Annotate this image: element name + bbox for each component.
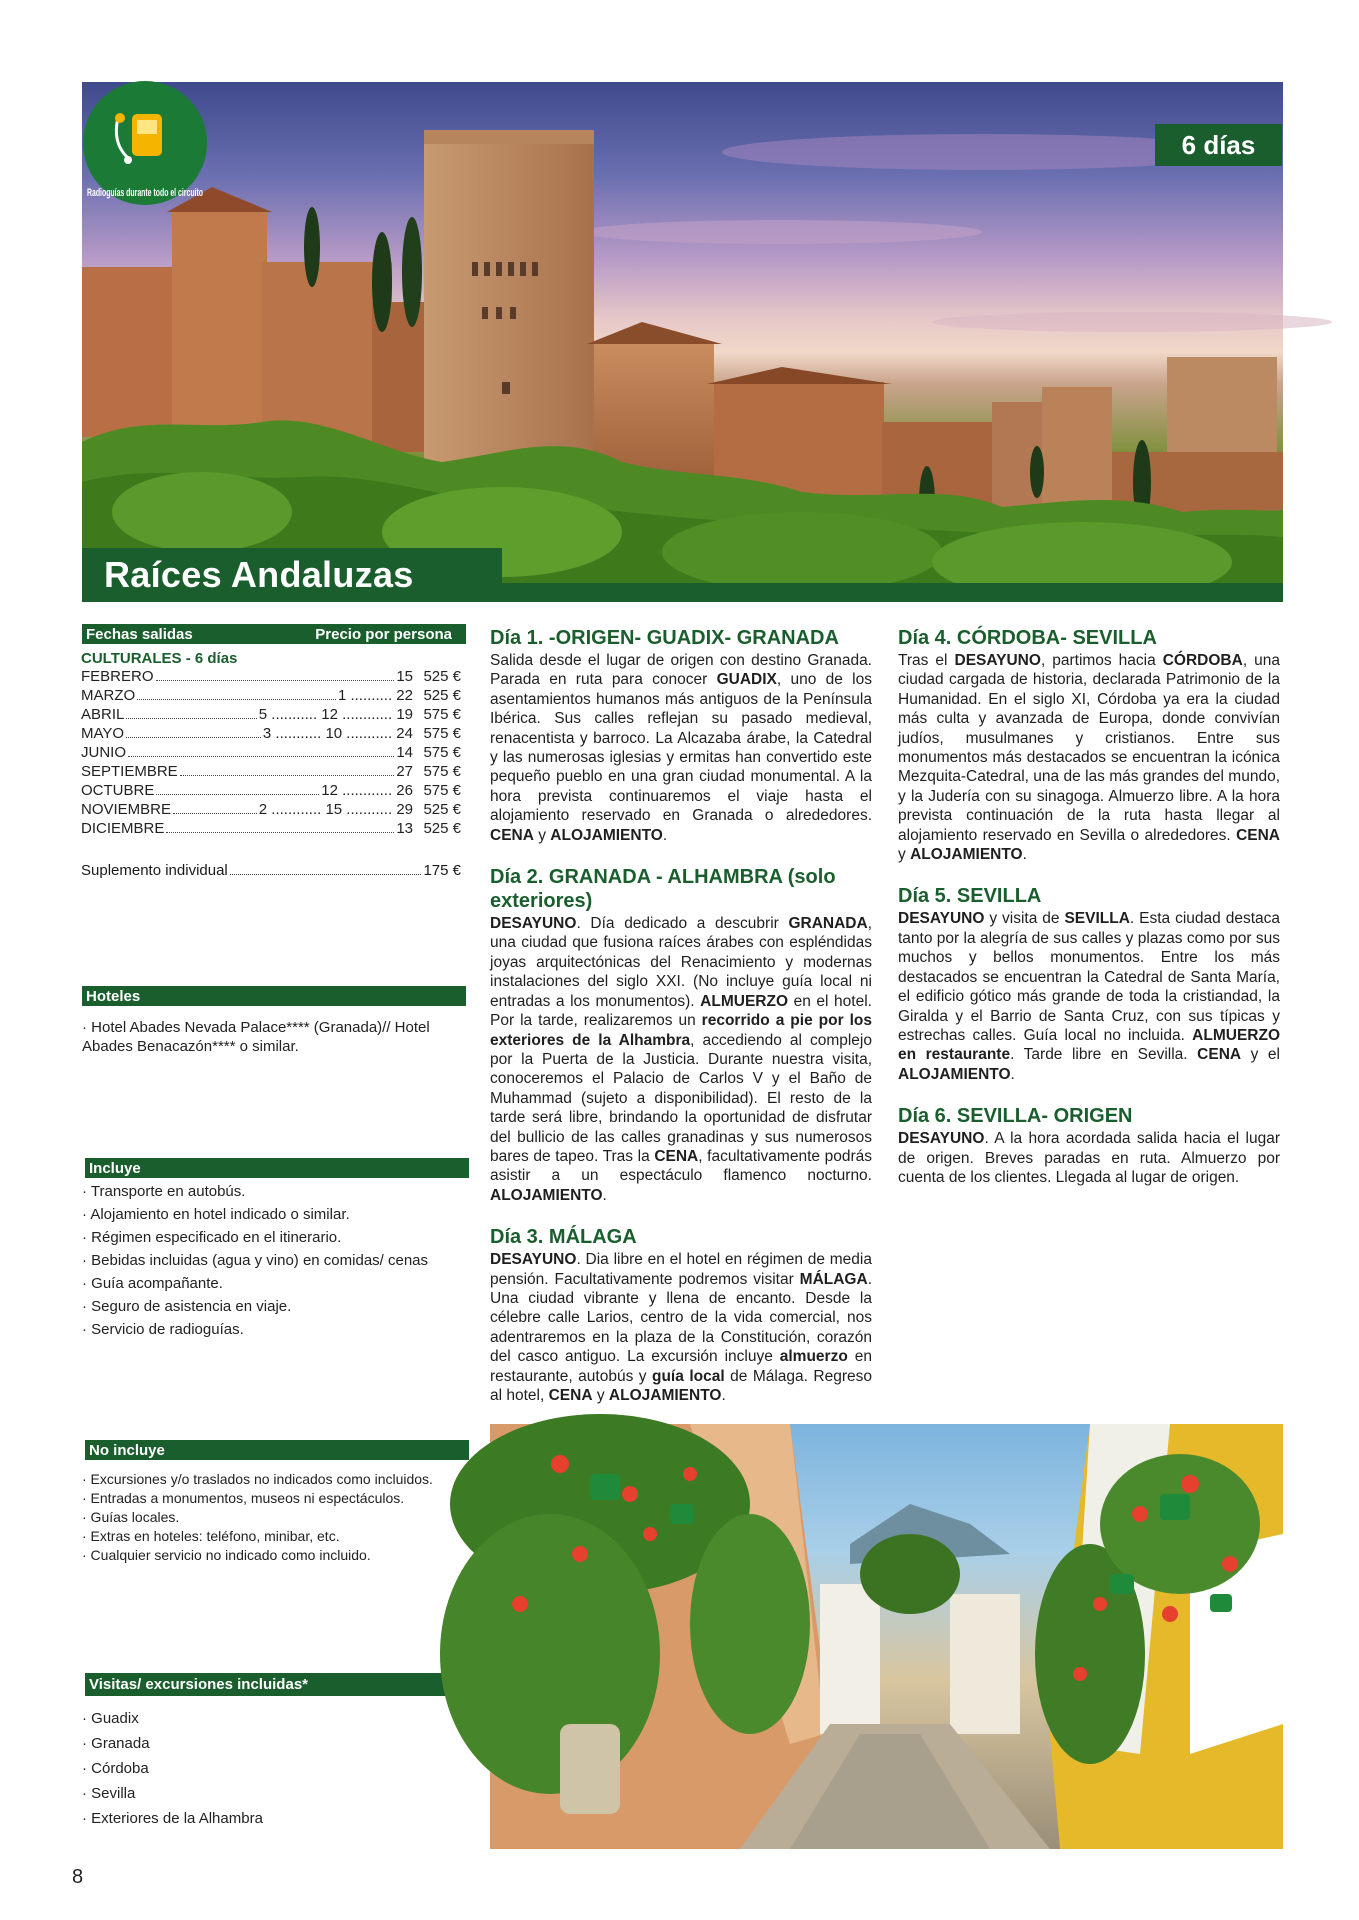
street-photo-flowers [490,1424,1283,1849]
list-item: · Exteriores de la Alhambra [82,1810,263,1827]
day-5-title: Día 5. SEVILLA [898,885,1042,908]
day-4-title: Día 4. CÓRDOBA- SEVILLA [898,627,1157,649]
incluye-list [82,1180,428,1341]
no-incluye-header: No incluye [85,1440,469,1460]
itinerary-column-1 [490,626,872,1405]
radioguias-badge [80,78,210,208]
price-row: NOVIEMBRE 2 ............ 15 ........... 29 525 € [81,801,461,818]
day-3-text: DESAYUNO. Dia libre en el hotel en régimen de media pensión. Facultativamente podremos visitar MÁLAGA. Una ciudad vibrante y llena de encanto. Desde la célebre calle Larios, centro de la vida comercial, nos adentraremos en la plaza de la Constitución, corazón del casco antiguo. La excursión incluye almuerzo en restaurante, autobús y guía local de Málaga. Regreso al hotel, CENA y ALOJAMIENTO. [490,1251,873,1404]
price-row: OCTUBRE 12 ............ 26 575 € [81,782,461,799]
list-item: · Cualquier servicio no indicado como incluido. [82,1547,371,1563]
day-1-title: Día 1. -ORIGEN- GUADIX- GRANADA [490,627,839,649]
hoteles-header: Hoteles [82,986,466,1006]
list-item: · Guadix [82,1710,139,1727]
radioguias-badge-text: Radioguías durante todo el circuito [87,187,204,199]
hoteles-text: · Hotel Abades Nevada Palace**** (Granada)// Hotel Abades Benacazón**** o similar. [82,1019,430,1055]
price-row: JUNIO 14 575 € [81,744,461,761]
page-number: 8 [72,1866,84,1888]
day-2-text: DESAYUNO. Día dedicado a descubrir GRANADA, una ciudad que fusiona raíces árabes con espléndidas joyas arquitectónicas del Renacimiento y modernas instalaciones del siglo XXI. (No incluye guía local ni entradas a los monumentos). ALMUERZO en el hotel. Por la tarde, realizaremos un recorrido a pie por los exteriores de la Alhambra, accediendo al complejo por la Puerta de la Justicia. Durante nuestra visita, conoceremos el Palacio de Carlos V y el Baño de Muhammad (sujeto a disponibilidad). El resto de la tarde será libre, brindando la oportunidad de disfrutar del bullicio de las calles granadinas y sus numerosos bares de tapeo. Tras la CENA, facultativamente podrás asistir a un espectáculo flamenco nocturno. ALOJAMIENTO. [490,915,872,1204]
suplemento-row: Suplemento individual 175 € [81,862,461,879]
list-item: · Bebidas incluidas (agua y vino) en comidas/ cenas [82,1252,429,1269]
prices-subtitle: CULTURALES - 6 días [81,650,238,667]
no-incluye-list [82,1470,433,1565]
list-item: · Alojamiento en hotel indicado o similar. [82,1206,350,1223]
prices-header-left: Fechas salidas [86,625,193,643]
itinerary-column-2 [898,626,1280,1187]
day-6-title: Día 6. SEVILLA- ORIGEN [898,1105,1133,1128]
list-item: · Extras en hoteles: teléfono, minibar, etc. [82,1528,340,1544]
day-4-text: Tras el DESAYUNO, partimos hacia CÓRDOBA, una ciudad cargada de historia, declarada Patrimonio de la Humanidad. En el siglo XI, Córdoba ya era la ciudad más culta y avanzada de Europa, donde convivían judíos, musulmanes y cristianos. Entre sus monumentos más destacados se encuentran la icónica Mezquita-Catedral, una de las más grandes del mundo, y la Judería con su sinagoga. Almuerzo libre. A la hora prevista continuación de la ruta hasta llegar al alojamiento reservado en Sevilla o alrededores. CENA y ALOJAMIENTO. [898,652,1280,864]
list-item: · Servicio de radioguías. [82,1321,244,1338]
prices-header [82,624,466,644]
price-row: ABRIL 5 ........... 12 ............ 19 575 € [81,706,461,723]
day-6-text: DESAYUNO. A la hora acordada salida hacia el lugar de origen. Breves paradas en ruta. Almuerzo por cuenta de los clientes. Llegada al lugar de origen. [898,1130,1280,1186]
price-row: MAYO 3 ........... 10 ........... 24 575 € [81,725,461,742]
price-row: DICIEMBRE 13 525 € [81,820,461,837]
day-5-text: DESAYUNO y visita de SEVILLA. Esta ciudad destaca tanto por la alegría de sus calles y plazas como por sus muchos y bellos monumentos. Entre los más destacados se encuentran la Catedral de Santa María, el edificio gótico más grande de toda la cristiandad, la Giralda y el Barrio de Santa Cruz, con sus típicas y estrechas calles. Guía local no incluida. ALMUERZO en restaurante. Tarde libre en Sevilla. CENA y el ALOJAMIENTO. [898,910,1281,1083]
day-1-text: Salida desde el lugar de origen con destino Granada. Parada en ruta para conocer GUADIX, uno de los asentamientos humanos más antiguos de la Península Ibérica. Sus calles reflejan su pasado medieval, renacentista y barroco. La Alcazaba árabe, la Catedral y las numerosas iglesias y ermitas han convertido este pequeño pueblo en una gran ciudad monumental. A la hora prevista continuaremos el viaje hasta el alojamiento reservado en Granada o alrededores. CENA y ALOJAMIENTO. [490,652,872,844]
days-badge: 6 días [1155,124,1282,166]
hero-photo-alhambra [82,82,1283,602]
list-item: · Granada [82,1735,150,1752]
day-3-title: Día 3. MÁLAGA [490,1226,637,1249]
visitas-list [82,1706,263,1831]
price-row: FEBRERO 15 525 € [81,668,461,685]
price-row: MARZO 1 .......... 22 525 € [81,687,461,704]
list-item: · Córdoba [82,1760,149,1777]
alhambra-illustration [82,82,1283,602]
street-illustration [490,1424,1283,1849]
list-item: · Entradas a monumentos, museos ni espectáculos. [82,1490,405,1506]
visitas-header: Visitas/ excursiones incluidas* [85,1673,469,1696]
day-2-title: Día 2. GRANADA - ALHAMBRA (solo exteriores) [490,866,836,913]
list-item: · Régimen especificado en el itinerario. [82,1229,342,1246]
list-item: · Transporte en autobús. [82,1183,246,1200]
list-item: · Sevilla [82,1785,136,1802]
list-item: · Seguro de asistencia en viaje. [82,1298,292,1315]
price-row: SEPTIEMBRE 27 575 € [81,763,461,780]
page-title: Raíces Andaluzas [82,548,502,602]
list-item: · Guías locales. [82,1509,180,1525]
list-item: · Guía acompañante. [82,1275,223,1292]
list-item: · Excursiones y/o traslados no indicados como incluidos. [82,1471,433,1487]
incluye-header: Incluye [85,1158,469,1178]
prices-header-right: Precio por persona [315,625,452,643]
